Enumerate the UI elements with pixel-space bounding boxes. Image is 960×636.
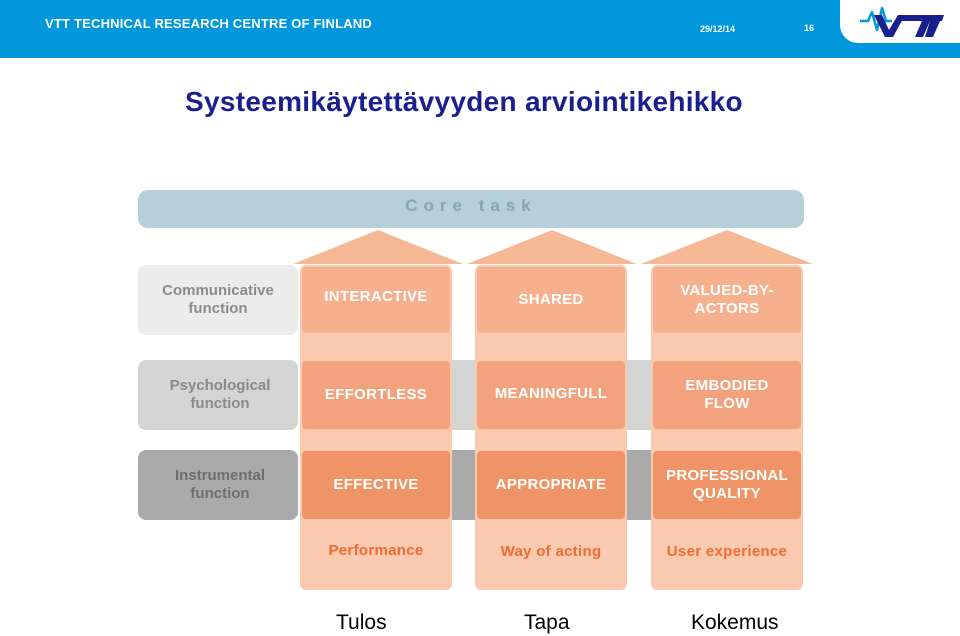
cell-valued-by-actors: VALUED-BY-ACTORS — [680, 282, 774, 317]
row-2-connector-2 — [627, 360, 651, 430]
row-3-connector-2 — [627, 450, 651, 520]
cell-interactive: INTERACTIVE — [324, 288, 428, 305]
row-2-connector-1 — [452, 360, 475, 430]
caption-tapa: Tapa — [524, 611, 570, 634]
caption-tulos: Tulos — [336, 611, 387, 634]
organization-name: VTT TECHNICAL RESEARCH CENTRE OF FINLAND — [45, 16, 372, 31]
bottom-label-performance: Performance — [328, 542, 424, 559]
caption-kokemus: Kokemus — [691, 611, 779, 634]
column-1-roof — [293, 230, 463, 264]
cell-shared: SHARED — [518, 291, 584, 308]
slide-date: 29/12/14 — [700, 24, 736, 34]
cell-appropriate: APPROPRIATE — [495, 476, 607, 493]
bottom-label-user-experience: User experience — [666, 543, 788, 560]
row-label-psychological: Psychological function — [169, 377, 271, 412]
row-label-instrumental: Instrumental function — [174, 467, 265, 502]
page-number: 16 — [804, 23, 815, 33]
column-2-roof — [467, 230, 637, 264]
cell-effortless: EFFORTLESS — [324, 386, 428, 403]
cell-professional-quality: PROFESSIONAL QUALITY — [666, 467, 788, 502]
bottom-label-way-of-acting: Way of acting — [500, 543, 602, 560]
core-task-label: Core task — [405, 196, 537, 215]
column-3-roof — [641, 230, 813, 264]
cell-effective: EFFECTIVE — [333, 476, 419, 493]
cell-embodied-flow: EMBODIED FLOW — [685, 377, 769, 412]
row-label-communicative: Communicative function — [162, 282, 274, 317]
cell-meaningfull: MEANINGFULL — [494, 385, 608, 402]
row-3-connector-1 — [452, 450, 475, 520]
slide-title: Systeemikäytettävyyden arviointikehikko — [185, 86, 743, 117]
